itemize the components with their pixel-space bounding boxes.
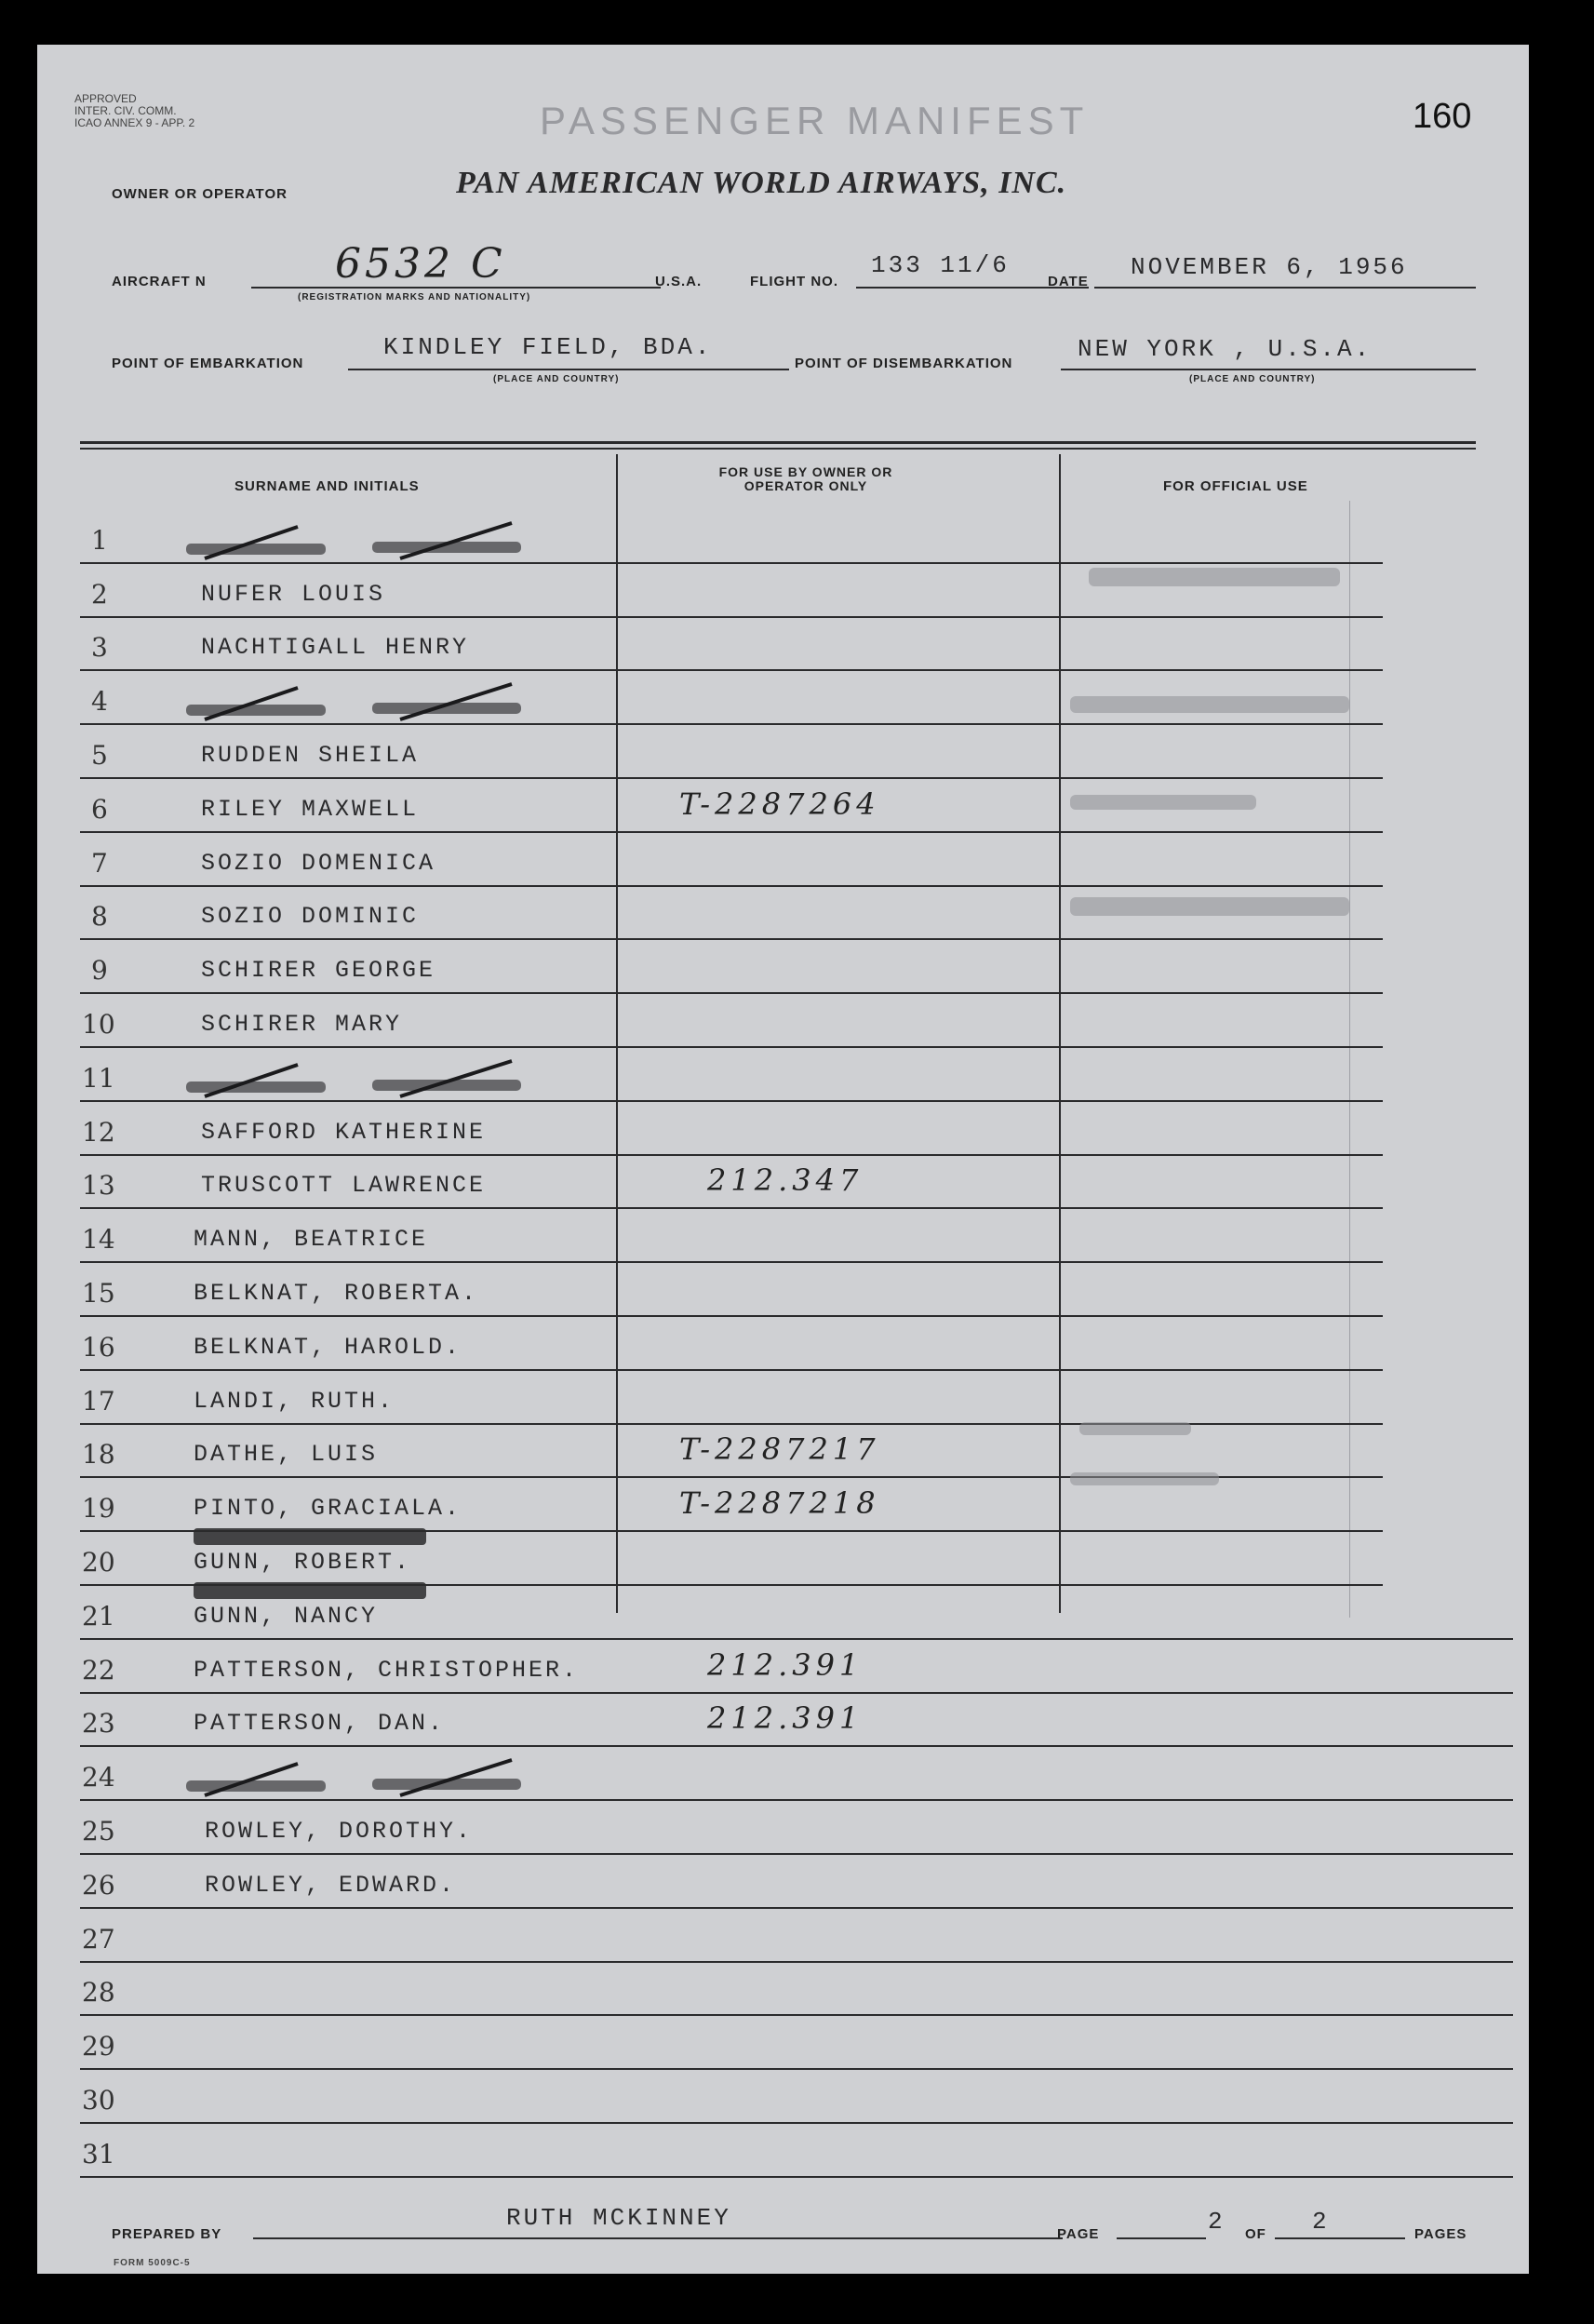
row-number: 18 [82,1439,115,1471]
col-header-surname: SURNAME AND INITIALS [234,478,420,494]
smudge-3 [1070,795,1256,810]
col-divider-1 [616,454,618,1613]
row-number: 2 [91,578,108,610]
page-number: 160 [1413,97,1472,136]
row-rule [80,1207,1383,1209]
passenger-name: SCHIRER MARY [201,1011,403,1038]
prepared-underline [253,2237,1063,2239]
operator-code: 212.347 [707,1162,864,1199]
row-number: 30 [82,2085,115,2116]
redaction-mark [167,1754,558,1801]
usa-label: U.S.A. [655,274,703,289]
of-value: 2 [1312,2208,1330,2236]
col-divider-3 [1349,501,1350,1618]
disembark-underline [1061,369,1476,370]
disembark-caption: (PLACE AND COUNTRY) [1189,374,1316,384]
page-underline [1117,2237,1206,2239]
of-label: OF [1245,2226,1266,2242]
embark-caption: (PLACE AND COUNTRY) [493,374,620,384]
row-number: 1 [91,524,108,556]
flight-value: 133 11/6 [871,251,1010,279]
row-rule [80,1745,1513,1747]
page-label: PAGE [1057,2226,1100,2242]
row-number: 5 [91,740,108,771]
row-rule [80,1692,1513,1694]
page-value: 2 [1208,2208,1226,2236]
col-header-official-use: FOR OFFICIAL USE [1163,478,1308,494]
col-divider-2 [1059,454,1061,1613]
passenger-name: SAFFORD KATHERINE [201,1118,487,1146]
row-rule [80,2068,1513,2070]
row-number: 16 [82,1331,115,1363]
operator-code: T-2287218 [679,1485,880,1522]
approval-line-2: INTER. CIV. COMM. [74,104,177,117]
passenger-name: LANDI, RUTH. [194,1387,395,1415]
embark-underline [348,369,789,370]
col-header-owner-use: FOR USE BY OWNER OR OPERATOR ONLY [718,464,893,493]
row-rule [80,1369,1383,1371]
passenger-name: TRUSCOTT LAWRENCE [201,1172,487,1200]
redaction-mark [167,678,558,725]
smudge-2 [1070,696,1349,713]
smudge-4 [1070,897,1349,916]
manifest-sheet [37,45,1529,2274]
passenger-name: PATTERSON, DAN. [194,1710,446,1738]
date-value: NOVEMBER 6, 1956 [1131,253,1408,281]
partial-redaction [194,1528,426,1545]
approval-line-3: ICAO ANNEX 9 - APP. 2 [74,116,195,129]
disembark-label: POINT OF DISEMBARKATION [795,356,1013,371]
smudge-5 [1079,1422,1191,1435]
row-number: 28 [82,1977,115,2008]
passenger-name: RILEY MAXWELL [201,795,420,823]
of-underline [1275,2237,1405,2239]
operator-code: 212.391 [707,1700,864,1737]
passenger-name: SCHIRER GEORGE [201,957,436,985]
row-rule [80,669,1383,671]
row-rule [80,1907,1513,1909]
smudge-1 [1089,568,1340,586]
aircraft-caption: (REGISTRATION MARKS AND NATIONALITY) [298,292,531,302]
row-number: 23 [82,1708,115,1740]
passenger-name: BELKNAT, HAROLD. [194,1333,462,1361]
row-number: 6 [91,793,108,825]
passenger-name: SOZIO DOMENICA [201,849,436,877]
date-underline [1094,287,1476,289]
passenger-name: ROWLEY, DOROTHY. [205,1818,474,1845]
row-rule [80,1961,1513,1963]
passenger-name: DATHE, LUIS [194,1441,379,1469]
approval-line-1: APPROVED [74,92,137,105]
row-number: 14 [82,1224,115,1256]
row-number: 4 [91,686,108,718]
row-number: 19 [82,1493,115,1525]
row-rule [80,1853,1513,1855]
row-rule [80,1046,1383,1048]
operator-code: T-2287264 [679,786,880,822]
row-number: 24 [82,1762,115,1793]
row-number: 7 [91,847,108,879]
row-rule [80,885,1383,887]
approval-note [74,93,194,129]
row-number: 11 [82,1062,115,1094]
row-number: 29 [82,2031,115,2062]
row-rule [80,992,1383,994]
row-number: 8 [91,901,108,933]
operator-code: 212.391 [707,1646,864,1683]
row-rule [80,2014,1513,2016]
prepared-label: PREPARED BY [112,2226,222,2242]
owner-value: PAN AMERICAN WORLD AIRWAYS, INC. [456,166,1067,200]
passenger-name: BELKNAT, ROBERTA. [194,1280,479,1307]
owner-label: OWNER OR OPERATOR [112,186,288,202]
embark-value: KINDLEY FIELD, BDA. [383,333,713,361]
redaction-mark [167,517,558,564]
row-rule [80,1154,1383,1156]
row-rule [80,831,1383,833]
row-number: 3 [91,632,108,664]
passenger-name: PINTO, GRACIALA. [194,1495,462,1523]
pages-label: PAGES [1414,2226,1467,2242]
passenger-name: MANN, BEATRICE [194,1226,429,1254]
smudge-6 [1070,1472,1219,1485]
row-rule [80,1638,1513,1640]
row-number: 22 [82,1654,115,1686]
row-number: 20 [82,1547,115,1578]
passenger-name: GUNN, ROBERT. [194,1549,412,1576]
row-rule [80,2176,1513,2178]
table-top-border-inner [80,448,1476,450]
row-number: 15 [82,1278,115,1309]
passenger-name: NACHTIGALL HENRY [201,634,470,662]
operator-code: T-2287217 [679,1431,880,1468]
row-number: 9 [91,955,108,987]
row-rule [80,1315,1383,1317]
row-rule [80,938,1383,940]
passenger-name: GUNN, NANCY [194,1602,379,1630]
aircraft-value: 6532 C [335,240,506,288]
row-rule [80,1261,1383,1263]
page-title: PASSENGER MANIFEST [540,99,1090,142]
form-code: FORM 5009C-5 [114,2258,191,2268]
row-number: 12 [82,1116,115,1148]
passenger-name: RUDDEN SHEILA [201,742,420,769]
row-number: 27 [82,1923,115,1955]
flight-label: FLIGHT NO. [750,274,838,289]
date-label: DATE [1048,274,1089,289]
aircraft-label: AIRCRAFT N [112,274,207,289]
passenger-name: SOZIO DOMINIC [201,903,420,931]
row-number: 21 [82,1600,115,1632]
partial-redaction [194,1582,426,1599]
table-top-border [80,441,1476,444]
disembark-value: NEW YORK , U.S.A. [1078,335,1373,363]
row-number: 31 [82,2138,115,2170]
row-number: 10 [82,1009,115,1040]
passenger-name: ROWLEY, EDWARD. [205,1871,457,1899]
passenger-name: NUFER LOUIS [201,580,386,608]
passenger-name: PATTERSON, CHRISTOPHER. [194,1656,580,1684]
row-number: 13 [82,1170,115,1202]
row-number: 17 [82,1385,115,1417]
redaction-mark [167,1055,558,1102]
embark-label: POINT OF EMBARKATION [112,356,304,371]
row-number: 25 [82,1816,115,1847]
prepared-value: RUTH MCKINNEY [506,2204,731,2232]
row-rule [80,777,1383,779]
row-rule [80,616,1383,618]
row-number: 26 [82,1869,115,1901]
row-rule [80,2122,1513,2124]
